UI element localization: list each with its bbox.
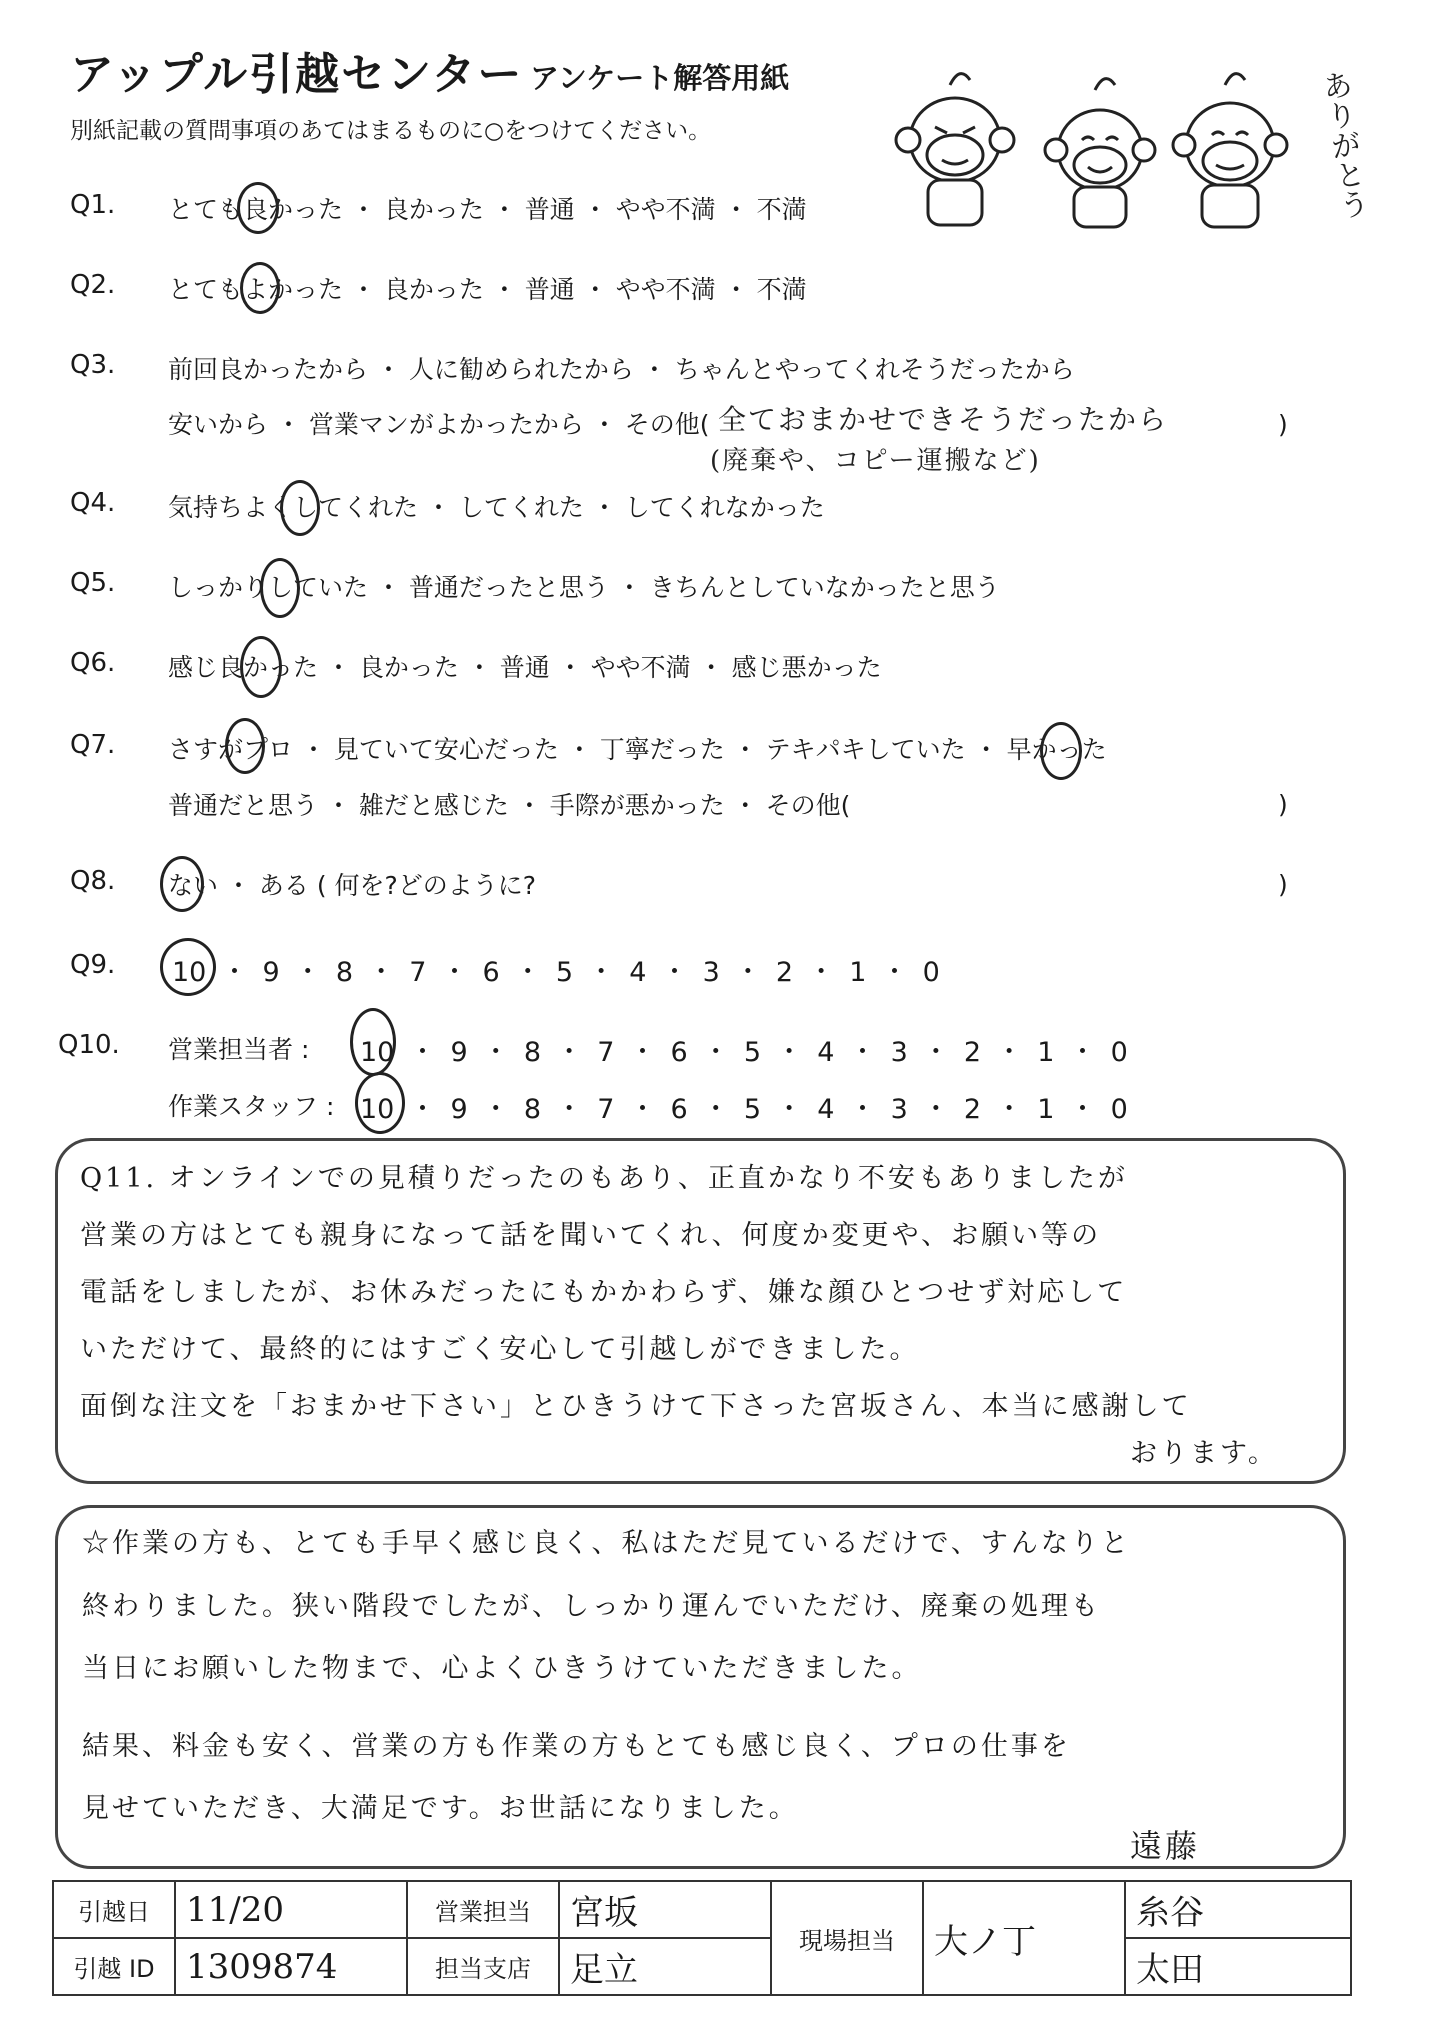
thanks-text: ありがとう [1314, 68, 1371, 222]
staff-comment-line-1: ☆作業の方も、とても手早く感じ良く、私はただ見ているだけで、すんなりと [82, 1528, 1131, 1559]
q10-sales-scale: 10 ・ 9 ・ 8 ・ 7 ・ 6 ・ 5 ・ 4 ・ 3 ・ 2 ・ 1 ・ 0 [360, 1037, 1128, 1068]
signature: 遠藤 [1130, 1827, 1201, 1865]
q3-options-line1: 前回良かったから ・ 人に勧められたから ・ ちゃんとやってくれそうだったから [168, 355, 1075, 384]
move-id-label: 引越 ID [53, 1938, 175, 1995]
sales-label: 営業担当 [407, 1881, 559, 1938]
q3-close-paren: ) [1278, 410, 1288, 439]
q11-comment-line-3: 電話をしましたが、お休みだったにもかかわらず、嫌な顔ひとつせず対応して [80, 1277, 1128, 1308]
q8-number: Q8. [70, 866, 116, 896]
instruction-text: 別紙記載の質問事項のあてはまるものに○をつけてください。 [70, 118, 712, 144]
branch-label: 担当支店 [407, 1938, 559, 1995]
q2-number: Q2. [70, 270, 116, 300]
q3-handwritten-note: (廃棄や、コピー運搬など) [710, 446, 1041, 476]
q6-answer-mark [240, 636, 282, 698]
q11-comment-line-1: Q11. オンラインでの見積りだったのもあり、正直かなり不安もありましたが [80, 1163, 1128, 1194]
q3-options-line2: 安いから ・ 営業マンがよかったから ・ その他( [168, 410, 710, 439]
q5-number: Q5. [70, 568, 116, 598]
monkey-1-icon [896, 74, 1014, 225]
q11-comment-line-4: いただけて、最終的にはすごく安心して引越しができました。 [80, 1334, 920, 1365]
q1-number: Q1. [70, 190, 116, 220]
q10-staff-label: 作業スタッフ : [168, 1092, 335, 1121]
q10-staff-answer-mark [355, 1072, 405, 1134]
move-date-label: 引越日 [53, 1881, 175, 1938]
site-staff-1: 大ノ丁 [923, 1881, 1125, 1995]
q7-close-paren: ) [1278, 790, 1288, 819]
q9-number: Q9. [70, 950, 116, 980]
q8-options: ない ・ ある ( 何を?どのように? [168, 871, 537, 900]
q9-scale: 10 ・ 9 ・ 8 ・ 7 ・ 6 ・ 5 ・ 4 ・ 3 ・ 2 ・ 1 ・ 0 [172, 957, 940, 988]
q4-number: Q4. [70, 488, 116, 518]
mascot-illustration [890, 55, 1340, 235]
q6-number: Q6. [70, 648, 116, 678]
q8-answer-mark [160, 856, 204, 912]
q4-options: 気持ちよくしてくれた ・ してくれた ・ してくれなかった [168, 493, 825, 522]
q10-number: Q10. [58, 1030, 120, 1060]
q5-options: しっかりしていた ・ 普通だったと思う ・ きちんとしていなかったと思う [168, 573, 1000, 602]
q10-staff-scale: 10 ・ 9 ・ 8 ・ 7 ・ 6 ・ 5 ・ 4 ・ 3 ・ 2 ・ 1 ・ 0 [360, 1094, 1128, 1125]
staff-comment-line-2: 終わりました。狭い階段でしたが、しっかり運んでいただけ、廃棄の処理も [82, 1591, 1101, 1622]
site-staff-2: 糸谷 [1125, 1881, 1351, 1938]
monkey-2-icon [1045, 79, 1155, 227]
q2-options: とてもよかった ・ 良かった ・ 普通 ・ やや不満 ・ 不満 [168, 275, 807, 304]
q3-number: Q3. [70, 350, 116, 380]
staff-comment-line-3: 当日にお願いした物まで、心よくひきうけていただきました。 [82, 1653, 922, 1684]
q7-answer-mark-2 [1040, 722, 1082, 780]
form-title: アップル引越センター [70, 49, 524, 100]
move-id-value: 1309874 [175, 1938, 407, 1995]
q11-comment-line-5: 面倒な注文を「おまかせ下さい」とひきうけて下さった宮坂さん、本当に感謝して [80, 1391, 1192, 1422]
q10-sales-label: 営業担当者 : [168, 1035, 310, 1064]
q11-comment-line-2: 営業の方はとても親身になって話を聞いてくれ、何度か変更や、お願い等の [80, 1220, 1102, 1251]
q6-options: 感じ良かった ・ 良かった ・ 普通 ・ やや不満 ・ 感じ悪かった [168, 653, 882, 682]
form-subtitle: アンケート解答用紙 [530, 61, 790, 95]
branch-value: 足立 [559, 1938, 771, 1995]
move-date-value: 11/20 [175, 1881, 407, 1938]
q11-comment-closing: おります。 [1130, 1438, 1278, 1469]
q9-answer-mark [160, 938, 216, 996]
q3-handwritten-answer: 全ておまかせできそうだったから [718, 403, 1169, 436]
q7-options-line2: 普通だと思う ・ 雑だと感じた ・ 手際が悪かった ・ その他( [168, 791, 851, 820]
q10-sales-answer-mark [350, 1008, 396, 1076]
q7-number: Q7. [70, 730, 116, 760]
q7-options-line1: さすがプロ ・ 見ていて安心だった ・ 丁寧だった ・ テキパキしていた ・ 早かった [168, 735, 1107, 764]
q8-close-paren: ) [1278, 870, 1288, 899]
q2-answer-mark [240, 262, 280, 314]
move-info-table [52, 1880, 1352, 1996]
q7-answer-mark-1 [225, 718, 265, 774]
q4-answer-mark [280, 480, 320, 536]
sales-value: 宮坂 [559, 1881, 771, 1938]
q5-answer-mark [260, 558, 300, 618]
site-label: 現場担当 [771, 1881, 923, 1995]
monkey-3-icon [1173, 74, 1287, 227]
q1-options: とても良かった ・ 良かった ・ 普通 ・ やや不満 ・ 不満 [168, 195, 807, 224]
staff-comment-line-5: 結果、料金も安く、営業の方も作業の方もとても感じ良く、プロの仕事を [82, 1731, 1071, 1762]
site-staff-3: 太田 [1125, 1938, 1351, 1995]
staff-comment-line-6: 見せていただき、大満足です。お世話になりました。 [82, 1793, 799, 1824]
q1-answer-mark [237, 182, 279, 234]
